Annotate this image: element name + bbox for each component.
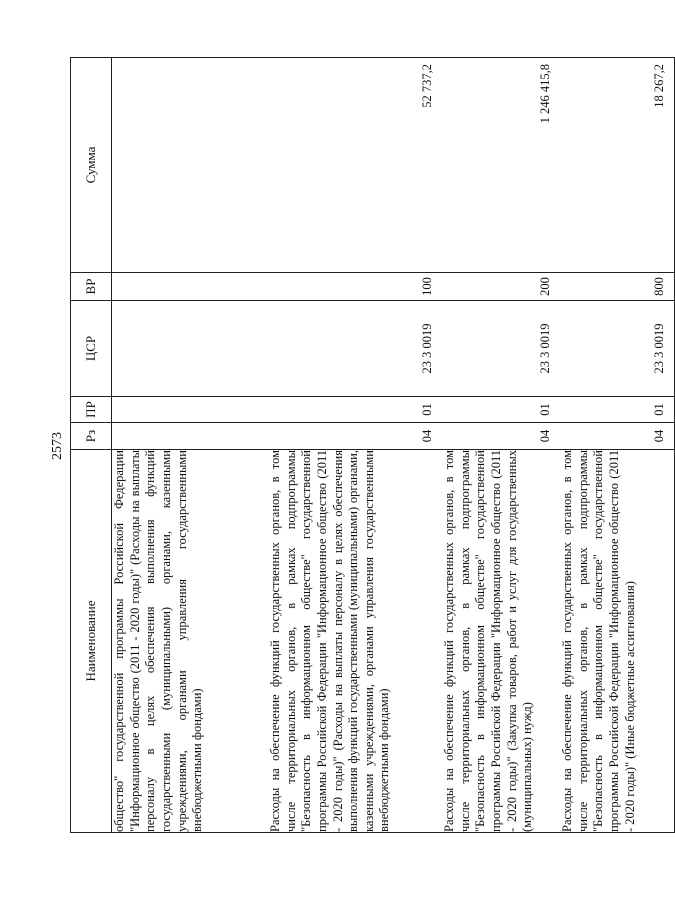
row-sum: 52 737,2 bbox=[268, 58, 442, 273]
row-rz: 04 bbox=[442, 423, 560, 450]
row-vr: 800 bbox=[560, 273, 675, 301]
budget-table bbox=[70, 57, 675, 833]
row-pr: 01 bbox=[560, 397, 675, 423]
row-rz: 04 bbox=[560, 423, 675, 450]
row-vr: 200 bbox=[442, 273, 560, 301]
row-rz bbox=[112, 423, 269, 450]
row-sum: 18 267,2 bbox=[560, 58, 675, 273]
row-vr: 100 bbox=[268, 273, 442, 301]
header-name: Наименование bbox=[71, 450, 112, 833]
row-pr bbox=[112, 397, 269, 423]
table-header-row bbox=[71, 58, 112, 833]
header-pr: ПР bbox=[71, 397, 112, 423]
header-sum: Сумма bbox=[71, 58, 112, 273]
header-rz: Рз bbox=[71, 423, 112, 450]
row-pr: 01 bbox=[268, 397, 442, 423]
header-csr: ЦСР bbox=[71, 301, 112, 397]
row-pr: 01 bbox=[442, 397, 560, 423]
header-vr: ВР bbox=[71, 273, 112, 301]
page-number: 2573 bbox=[50, 432, 65, 460]
row-sum bbox=[112, 58, 269, 273]
row-csr: 23 3 0019 bbox=[560, 301, 675, 397]
row-name: Расходы на обеспечение функций государственных органов, в том числе территориальных органов, в рамках подпрограммы "Безопасность в информационном обществе" государственной программы Российской Федерации "Информационное общество (2011 - 2020 годы)" (Расходы на выплаты персоналу в целях обеспечения выполнения функций государственными (муниципальными) органами, казенными учреждениями, органами управления государственными внебюджетными фондами) bbox=[268, 450, 442, 833]
row-csr bbox=[112, 301, 269, 397]
row-csr: 23 3 0019 bbox=[442, 301, 560, 397]
row-csr: 23 3 0019 bbox=[268, 301, 442, 397]
table-row bbox=[268, 58, 442, 833]
row-name: общество" государственной программы Российской Федерации "Информационное общество (2011 - 2020 годы)" (Расходы на выплаты персоналу в целях обеспечения выполнения функций государственными (муниципальными) органами, казенными учреждениями, органами управления государственными внебюджетными фондами) bbox=[112, 450, 269, 833]
row-rz: 04 bbox=[268, 423, 442, 450]
rotated-table-container bbox=[70, 58, 667, 833]
table-row bbox=[560, 58, 675, 833]
row-name: Расходы на обеспечение функций государственных органов, в том числе территориальных органов, в рамках подпрограммы "Безопасность в информационном обществе" государственной программы Российской Федерации "Информационное общество (2011 - 2020 годы)" (Закупка товаров, работ и услуг для государственных (муниципальных) нужд) bbox=[442, 450, 560, 833]
row-name: Расходы на обеспечение функций государственных органов, в том числе территориальных органов, в рамках подпрограммы "Безопасность в информационном обществе" государственной программы Российской Федерации "Информационное общество (2011 - 2020 годы)" (Иные бюджетные ассигнования) bbox=[560, 450, 675, 833]
table-row bbox=[112, 58, 269, 833]
table-row bbox=[442, 58, 560, 833]
row-sum: 1 246 415,8 bbox=[442, 58, 560, 273]
row-vr bbox=[112, 273, 269, 301]
